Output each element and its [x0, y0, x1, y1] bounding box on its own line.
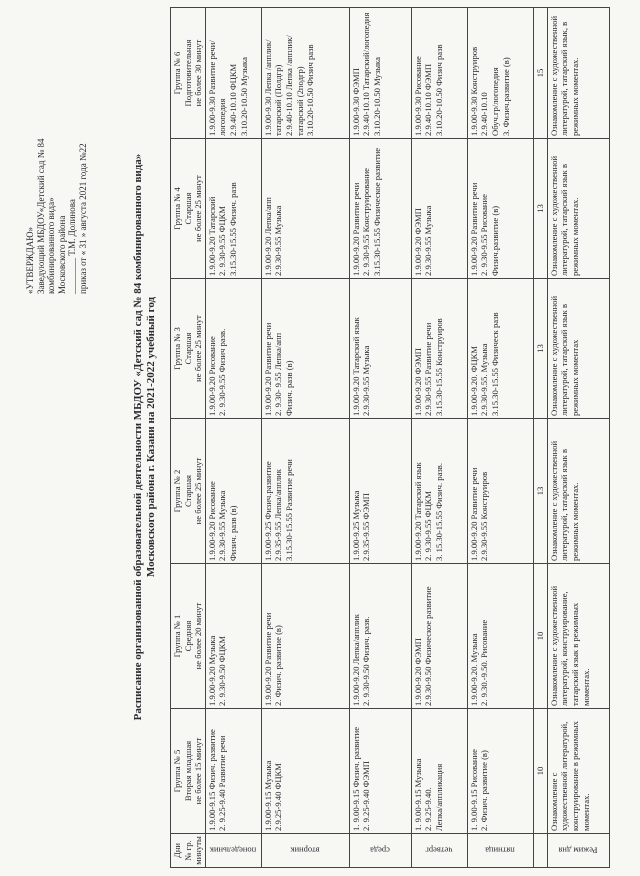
lesson: 1.9.00-9.20 Татарский язык	[412, 462, 423, 561]
day-cell	[349, 834, 411, 868]
lesson: 2.9.40-10.10 Лепка /апплик/татарский (2подгр)	[283, 35, 305, 136]
day-name: пятница	[485, 845, 516, 856]
group-header	[171, 564, 206, 709]
lesson: 2.9.30-9.55 Конструиров	[479, 471, 490, 561]
lesson: 2.9.25-9.40 ФЦКМ	[273, 763, 284, 831]
lesson: Физич. разв (в)	[283, 360, 294, 416]
group-age: Старшая	[182, 332, 193, 365]
day-label: Дни	[172, 842, 182, 859]
lesson: 1. 9.00-9.15 Физич. развитие	[350, 726, 361, 831]
total-value: 13	[533, 279, 547, 419]
group-limit: не более 25 минут	[193, 315, 204, 382]
lesson: 1.9.00-9.20 Лепка/апп	[262, 197, 273, 276]
schedule-cell	[467, 8, 533, 139]
lesson: 2.9.40-10.10 Татарский/логопедия	[361, 12, 372, 136]
group-limit: не более 30 минут	[193, 39, 204, 107]
group-limit: не более 20 минут	[193, 602, 204, 670]
lesson: 1.9.00-9.20 Рисование	[206, 481, 217, 561]
regime-label-cell	[547, 834, 609, 868]
group-limit: не более 25 минут	[193, 175, 204, 242]
group-age: Старшая	[182, 475, 193, 507]
title-line-1: Расписание организованной образовательной деятельности МБДОУ «Детский сад № 84 комбинированного вида»	[132, 153, 144, 721]
schedule-cell	[261, 564, 349, 709]
regime-cell: Ознакомление с художественной литературой, татарский язык в режимных моментах.	[547, 419, 609, 564]
title-line-2: Московского района г. Казани на 2021-2022 учебный год	[145, 296, 157, 578]
schedule-cell	[261, 279, 349, 419]
lesson: 2. 9.25-9.40.	[423, 787, 434, 831]
lesson: 3.10.20-10.50 Музыка	[238, 57, 249, 136]
day-name: вторник	[290, 845, 320, 856]
lesson: 3.15.30-15.55 Конструиров	[433, 318, 444, 416]
approval-stamp-block	[25, 64, 88, 294]
schedule-cell	[411, 139, 467, 279]
group-header	[171, 709, 206, 834]
schedule-cell	[205, 279, 261, 419]
day-row	[411, 8, 467, 868]
lesson: 1.9.00-9.30 Развитие речи/логопедия	[206, 40, 228, 136]
group-header	[171, 419, 206, 564]
day-cell	[467, 834, 533, 868]
lesson: 2. 9.30-9.55 ФЦКМ	[217, 205, 228, 276]
lesson: 3. 15.30-15.55 Физич. разв.	[433, 463, 444, 561]
lesson: 1.9.00-9.25 Музыка	[350, 490, 361, 561]
schedule-cell	[411, 279, 467, 419]
lesson: 1.9.00-9.20 Лепка/апплик	[350, 614, 361, 706]
day-row	[349, 8, 411, 868]
approval-line: «УТВЕРЖДАЮ»	[25, 226, 35, 294]
lesson: 2. 9.25-9.40 Развитие речи	[217, 735, 228, 831]
group-age: Подготовительная	[182, 39, 193, 107]
schedule-cell	[349, 564, 411, 709]
lesson: 1.9.00-9.20 ФЭМП	[412, 208, 423, 276]
schedule-cell	[467, 139, 533, 279]
group-header	[171, 279, 206, 419]
lesson: 2.9.30-9.55 Развитие речи	[423, 322, 434, 416]
lesson: 1.9.00-9.30 Рисование	[412, 56, 423, 136]
lesson: 2. 9.30-9.55 ФЦКМ	[423, 490, 434, 561]
lesson: Обуч.гр/логопедия	[489, 67, 500, 136]
schedule-cell	[205, 139, 261, 279]
day-name: среда	[370, 845, 391, 856]
schedule-table	[170, 7, 610, 868]
schedule-cell	[205, 709, 261, 834]
lesson: 2.9.40-10.10 ФЭМП	[423, 63, 434, 136]
lesson: 2.9.30-9.55. Музыка	[479, 343, 490, 416]
rotated-document	[20, 4, 620, 872]
lesson: 1.9.00-9.20 Рисование	[206, 336, 217, 416]
schedule-cell	[205, 8, 261, 139]
lesson: 3.10.20-10.50 Музыка	[371, 57, 382, 136]
lesson: 2.9.40-10.10 ФЦКМ	[227, 63, 238, 136]
schedule-cell	[205, 419, 261, 564]
schedule-cell	[261, 139, 349, 279]
schedule-cell	[467, 279, 533, 419]
schedule-cell	[467, 709, 533, 834]
lesson: 2. 9.30.-9.50. Рисование	[479, 619, 490, 706]
header-corner	[171, 834, 206, 868]
day-name: понедельник	[210, 845, 257, 856]
lesson: 1.9.00-9.30 Конструиров	[468, 46, 479, 136]
day-cell	[261, 834, 349, 868]
lesson: Лепка/аппликация	[433, 763, 444, 831]
regime-cell: Ознакомление с художественной литературой, татарский язык, в режимных моментах.	[547, 8, 609, 139]
day-row	[467, 8, 533, 868]
regime-cell: Ознакомление с художественной литературой, конструирование в режимных моментах.	[547, 709, 609, 834]
schedule-cell	[261, 709, 349, 834]
lesson: 2.9.40-10.10	[479, 92, 490, 136]
schedule-cell	[261, 419, 349, 564]
group-name: Группа № 4	[172, 187, 182, 230]
lesson: 1.9.00-9.15 Музыка	[262, 760, 273, 831]
approval-line: комбинированного вида»	[46, 197, 56, 294]
group-name: Группа № 3	[172, 327, 182, 370]
regime-cell: Ознакомление с художественной литературой, конструирование, татарский язык в режимных моментах.	[547, 564, 609, 709]
regime-cell: Ознакомление с художественной литературой, татарский язык в режимных моментах	[547, 279, 609, 419]
lesson: 1.9.00-9.20 Татарский язык	[350, 317, 361, 416]
lesson: 3.15.30-15.55 Физическ разв	[489, 312, 500, 416]
lesson: 1.9.00-9.20 Музыка	[206, 635, 217, 706]
total-value: 10	[533, 564, 547, 709]
lesson: 1.9.00-9.20 Развитие речи	[350, 182, 361, 276]
approval-line: ________ Т.М. Долинова	[67, 199, 77, 294]
lesson: 2. 9.30-9.55 Физич разв.	[217, 328, 228, 416]
lesson: 3.15.30-15.55 Физич. разв	[227, 182, 238, 276]
day-name: четверг	[425, 845, 453, 856]
document-title	[132, 112, 158, 762]
lesson: 2.9.30-9.50 Физическое развитие	[423, 586, 434, 706]
group-name: Группа № 2	[172, 469, 182, 513]
lesson: 2. 9.25-9.40 ФЭМП	[361, 761, 372, 831]
total-value: 13	[533, 419, 547, 564]
approval-line: приказ от « 31 » августа 2021 года №22	[77, 143, 88, 294]
group-header	[171, 139, 206, 279]
day-row	[205, 8, 261, 868]
lesson: 1.9.00-9.20 Развитие речи	[262, 612, 273, 706]
schedule-cell	[349, 8, 411, 139]
lesson: 3. Физич.развитие (в)	[500, 57, 511, 136]
lesson: 2.9.30-9.55 Музыка	[423, 205, 434, 276]
lesson: 2.9.30-9.55 Музыка	[273, 205, 284, 276]
group-name: Группа № 1	[172, 614, 182, 658]
schedule-cell	[205, 564, 261, 709]
schedule-cell	[411, 419, 467, 564]
lesson: 1.9.00-9.30 ФЭМП	[350, 68, 361, 136]
approval-line: Заведующий МБДОУ«Детский сад № 84	[35, 138, 46, 294]
lesson: 1. 9.00-9.15 Музыка	[412, 758, 423, 831]
lesson: 1.9.00-9.30 Лепка /апплик/татарский (Полдгр)	[262, 39, 284, 136]
totals-label	[533, 834, 547, 868]
total-value: 15	[533, 8, 547, 139]
lesson: 1.9.00-9.20 ФЭМП	[412, 638, 423, 706]
lesson: 3.15.30-15.55 Развитие речи	[283, 459, 294, 561]
schedule-cell	[411, 8, 467, 139]
lesson: 3.10.20-10.50 Физич разв	[433, 44, 444, 136]
lesson: 1.9.00-9.20 Развитие речи	[262, 322, 273, 416]
group-name: Группа № 5	[172, 749, 182, 793]
lesson: 2. 9.30- 9.55 Лепка/апп	[273, 332, 284, 416]
lesson: 2. 9.30-9.55 Рисование	[479, 194, 490, 276]
approval-line: Московского района	[56, 215, 67, 294]
day-cell	[205, 834, 261, 868]
minutes-label: минуты	[193, 836, 204, 865]
lesson: 2.9.35-9.55 ФЭМП	[361, 493, 372, 561]
lesson: 2. 9.30-9.50 Физич. разв.	[361, 616, 372, 706]
regime-row	[547, 8, 609, 868]
regime-cell: Ознакомление с художественной литературой, татарский язык в режимных моментах.	[547, 139, 609, 279]
totals-row	[533, 8, 547, 868]
header-row	[171, 8, 206, 868]
lesson: 1.9.00-9.15 Физич. развитие	[206, 729, 217, 831]
group-limit: не более 25 минут	[193, 457, 204, 525]
schedule-cell	[349, 279, 411, 419]
lesson: 2.9.30-9.55 Музыка	[217, 490, 228, 561]
schedule-cell	[349, 709, 411, 834]
lesson: 1.9.00-9.20 Развитие речи	[468, 467, 479, 561]
lesson: 3.10.20-10.50 Физич разв	[305, 44, 316, 136]
total-value: 10	[533, 709, 547, 834]
lesson: 2. 9.30-9.50 ФЦКМ	[217, 635, 228, 706]
lesson: 1.9.00-9.20. ФЦКМ	[468, 345, 479, 416]
schedule-cell	[411, 564, 467, 709]
lesson: Физич.развитие (в)	[489, 205, 500, 276]
lesson: 2. 9.30-9.55 Конструирование	[361, 167, 372, 276]
lesson: 1.9.00-9.20 Развитие речи	[468, 182, 479, 276]
schedule-cell	[467, 564, 533, 709]
group-header	[171, 8, 206, 139]
day-row	[261, 8, 349, 868]
lesson: 2.9.30-9.55 Музыка	[361, 345, 372, 416]
group-num-label: № гр.	[182, 840, 193, 861]
schedule-cell	[349, 419, 411, 564]
group-limit: не более 15 минут	[193, 737, 204, 805]
schedule-cell	[261, 8, 349, 139]
regime-label: Режим дня	[558, 845, 598, 856]
lesson: 1.9.00-9.20 ФЭМП	[412, 348, 423, 416]
lesson: 1.9.00-9.20. Музыка	[468, 633, 479, 706]
lesson: 3.15.30-15.55 Физическое развитие	[371, 147, 382, 276]
group-name: Группа № 6	[172, 51, 182, 95]
group-age: Вторая младшая	[182, 740, 193, 802]
group-age: Средняя	[182, 620, 193, 652]
lesson: 1.9.00-9.20 Татарский	[206, 196, 217, 276]
day-cell	[411, 834, 467, 868]
schedule-cell	[411, 709, 467, 834]
lesson: 1.9.00-9.25 Физич.развитие	[262, 461, 273, 561]
group-age: Старшая	[182, 192, 193, 225]
schedule-cell	[349, 139, 411, 279]
lesson: 1. 9.00-9.15 Рисование	[468, 749, 479, 831]
lesson: 2.9.35-9.55 Лепка/апплик	[273, 469, 284, 561]
schedule-cell	[467, 419, 533, 564]
lesson: 2. Физич. развитие (в)	[479, 750, 490, 831]
lesson: Физич. разв (в)	[227, 505, 238, 561]
total-value: 13	[533, 139, 547, 279]
lesson: 2. Физич. развитие (в)	[273, 625, 284, 706]
